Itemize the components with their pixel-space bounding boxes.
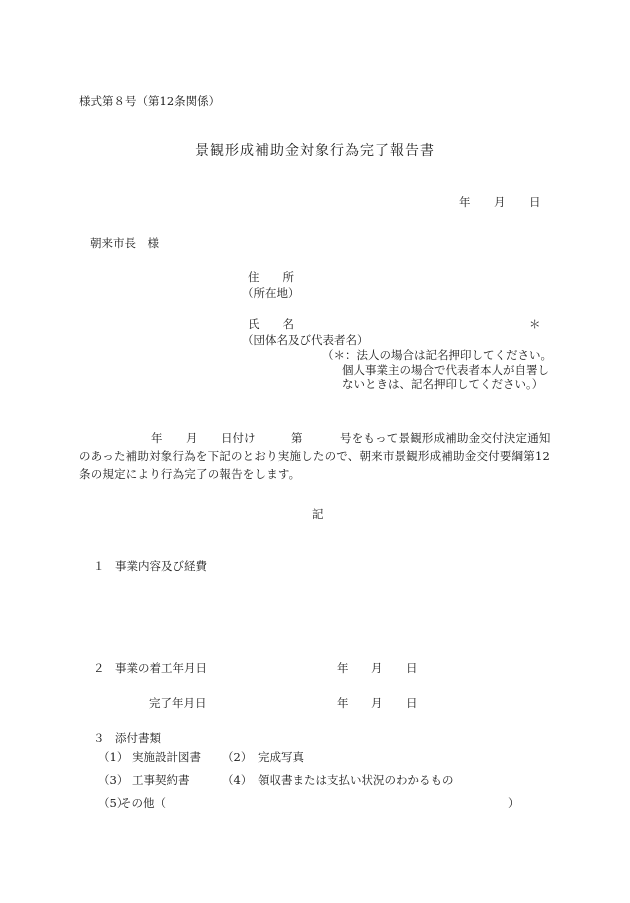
start-date-label: 事業の着工年月日 bbox=[115, 661, 207, 675]
end-day: 日 bbox=[406, 696, 418, 710]
addressee: 朝来市長 様 bbox=[90, 236, 159, 250]
end-year: 年 bbox=[337, 696, 349, 710]
start-day: 日 bbox=[406, 661, 418, 675]
date-month: 月 bbox=[494, 195, 506, 209]
body-line2: のあった補助対象行為を下記のとおり実施したので、朝来市景観形成補助金交付要綱第12 bbox=[79, 449, 550, 463]
start-year: 年 bbox=[337, 661, 349, 675]
body-month: 月 bbox=[186, 431, 198, 445]
body-line1-rest: 号をもって景観形成補助金交付決定通知 bbox=[340, 431, 551, 445]
attachment-2-number: （2） bbox=[222, 750, 253, 764]
ki-heading: 記 bbox=[312, 507, 324, 521]
body-dai: 第 bbox=[291, 431, 303, 445]
start-month: 月 bbox=[371, 661, 383, 675]
seal-note-line1: （＊：法人の場合は記名押印してください。 bbox=[322, 348, 552, 362]
seal-note-line3: ないときは、記名押印してください。） bbox=[342, 377, 544, 391]
attachment-1-number: （1） bbox=[98, 750, 129, 764]
name-label: 氏 名 bbox=[248, 317, 294, 331]
attachment-3-number: （3） bbox=[98, 773, 129, 787]
page-title: 景観形成補助金対象行為完了報告書 bbox=[195, 143, 435, 159]
address-sub-label: （所在地） bbox=[242, 286, 300, 300]
section2-number: ２ bbox=[93, 661, 105, 675]
attachment-2-label: 完成写真 bbox=[258, 750, 304, 764]
section1-label: 事業内容及び経費 bbox=[115, 559, 207, 573]
form-number: 様式第８号（第12条関係） bbox=[79, 94, 221, 108]
body-day-dated: 日付け bbox=[221, 431, 256, 445]
body-year: 年 bbox=[151, 431, 163, 445]
attachment-4-number: （4） bbox=[222, 773, 253, 787]
body-line3: 条の規定により行為完了の報告をします。 bbox=[79, 467, 301, 481]
attachment-1-label: 実施設計図書 bbox=[132, 750, 201, 764]
section3-number: ３ bbox=[93, 731, 105, 745]
asterisk-mark: ＊ bbox=[529, 317, 541, 331]
date-year: 年 bbox=[459, 195, 471, 209]
date-day: 日 bbox=[529, 195, 541, 209]
seal-note-line2: 個人事業主の場合で代表者本人が自署し bbox=[342, 363, 549, 377]
address-label: 住 所 bbox=[248, 270, 294, 284]
attachment-5-close-paren: ） bbox=[508, 796, 520, 810]
attachment-4-label: 領収書または支払い状況のわかるもの bbox=[258, 773, 454, 787]
section1-number: １ bbox=[93, 559, 105, 573]
attachment-5-number: （5） bbox=[98, 796, 129, 810]
attachment-3-label: 工事契約書 bbox=[132, 773, 190, 787]
end-month: 月 bbox=[371, 696, 383, 710]
section3-label: 添付書類 bbox=[115, 731, 161, 745]
end-date-label: 完了年月日 bbox=[149, 696, 207, 710]
name-sub-label: （団体名及び代表者名） bbox=[242, 333, 369, 347]
attachment-5-label: その他（ bbox=[120, 796, 166, 810]
